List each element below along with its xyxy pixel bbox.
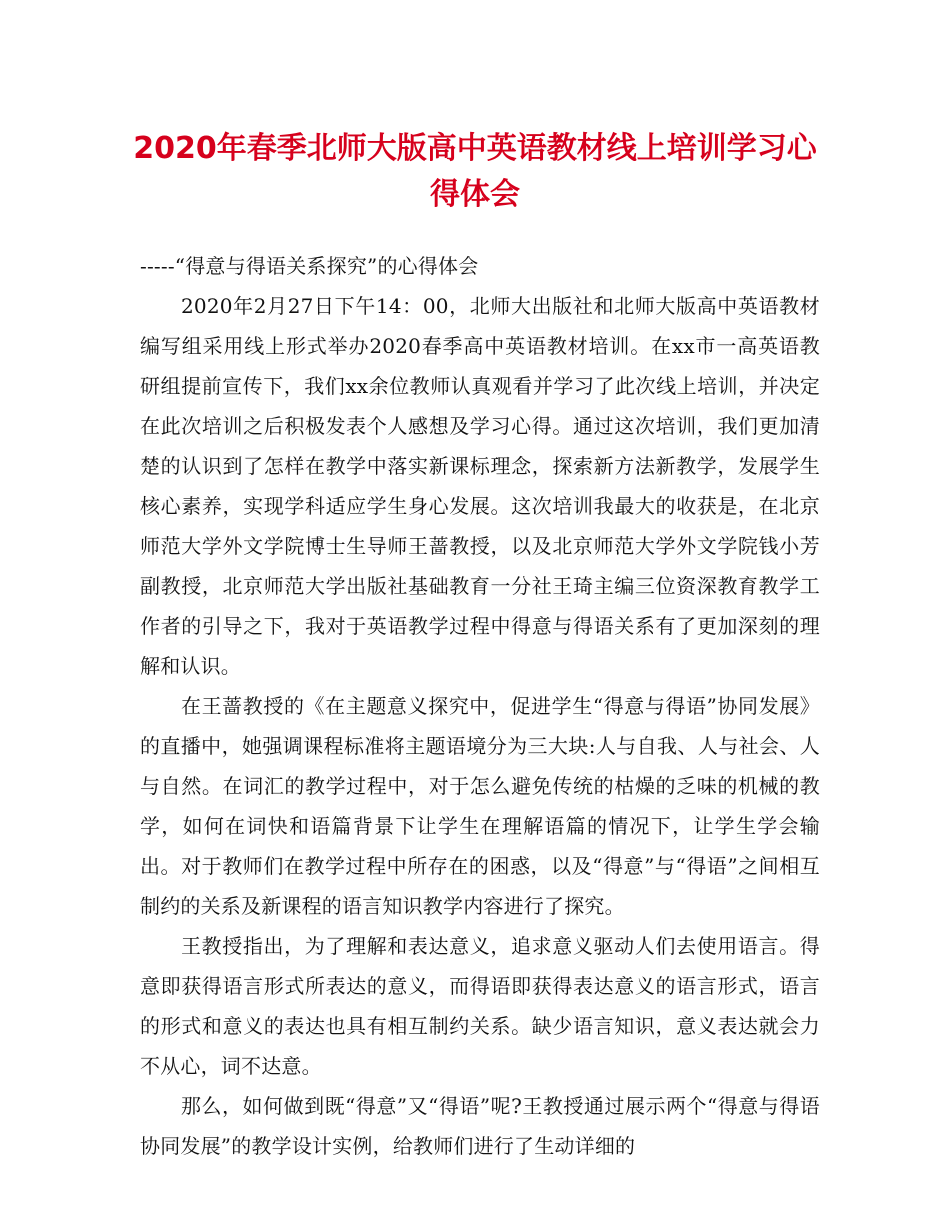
paragraph: 2020年2月27日下午14：00，北师大出版社和北师大版高中英语教材编写组采用线上形式举办2020春季高中英语教材培训。在xx市一高英语教研组提前宣传下，我们xx余位教师认真观看并学习了此次线上培训，并决定在此次培训之后积极发表个人感想及学习心得。通过这次培训，我们更加清楚的认识到了怎样在教学中落实新课标理念，探索新方法新教学，发展学生核心素养，实现学科适应学生身心发展。这次培训我最大的收获是，在北京师范大学外文学院博士生导师王蔷教授，以及北京师范大学外文学院钱小芳副教授，北京师范大学出版社基础教育一分社王琦主编三位资深教育教学工作者的引导之下，我对于英语教学过程中得意与得语关系有了更加深刻的理解和认识。	[140, 294, 820, 678]
document-subtitle: -----“得意与得语关系探究”的心得体会	[140, 254, 479, 278]
paragraph: 王教授指出，为了理解和表达意义，追求意义驱动人们去使用语言。得意即获得语言形式所表达的意义，而得语即获得表达意义的语言形式，语言的形式和意义的表达也具有相互制约关系。缺少语言知识，意义表达就会力不从心，词不达意。	[140, 934, 820, 1078]
document-title: 2020年春季北师大版高中英语教材线上培训学习心得体会	[133, 131, 817, 212]
paragraph: 在王蔷教授的《在主题意义探究中，促进学生“得意与得语”协同发展》的直播中，她强调课程标准将主题语境分为三大块:人与自我、人与社会、人与自然。在词汇的教学过程中，对于怎么避免传统的枯燥的乏味的机械的教学，如何在词快和语篇背景下让学生在理解语篇的情况下，让学生学会输出。对于教师们在教学过程中所存在的困惑，以及“得意”与“得语”之间相互制约的关系及新课程的语言知识教学内容进行了探究。	[140, 694, 820, 918]
document-body	[140, 246, 820, 1166]
paragraph: 那么，如何做到既“得意”又“得语”呢?王教授通过展示两个“得意与得语协同发展”的教学设计实例，给教师们进行了生动详细的	[140, 1094, 820, 1158]
